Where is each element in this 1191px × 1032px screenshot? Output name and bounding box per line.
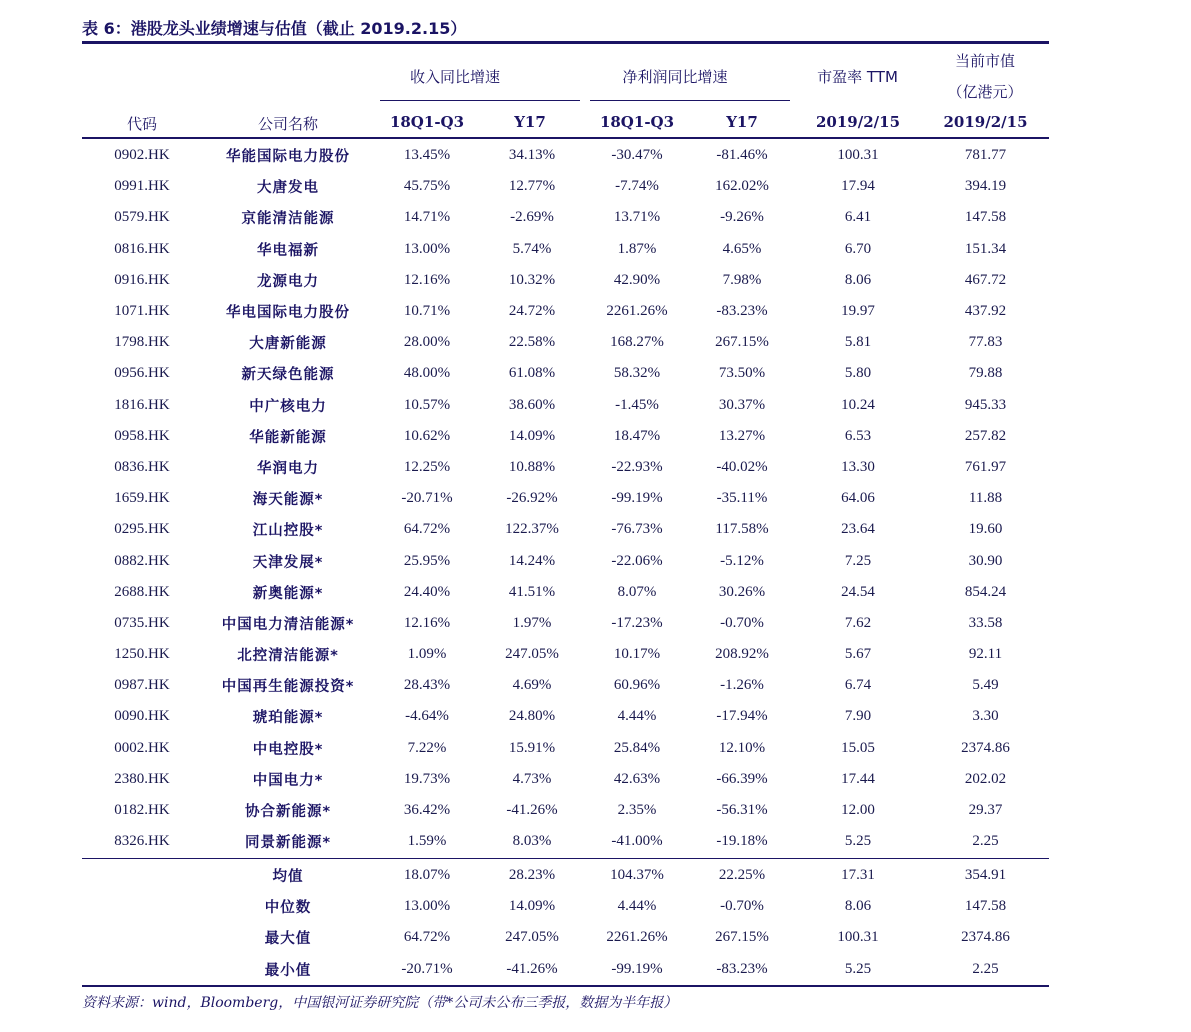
cell-revenue-q: 28.00%	[403, 334, 451, 351]
summary-table	[82, 860, 1049, 985]
cell-revenue-q: 45.75%	[403, 178, 451, 195]
cell-profit-y: 12.10%	[718, 739, 766, 756]
cell-profit-y: 162.02%	[715, 178, 769, 195]
cell-name: 华能新能源	[249, 429, 327, 446]
cell-pe: 12.00	[841, 802, 875, 819]
cell-profit-q: 10.17%	[613, 646, 661, 663]
header-name: 公司名称	[257, 115, 318, 133]
cell-name: 协合新能源*	[244, 804, 332, 821]
cell-revenue-y: -41.26%	[506, 960, 558, 977]
cell-name: 京能清洁能源	[241, 211, 335, 228]
cell-profit-y: -40.02%	[716, 458, 768, 475]
cell-pe: 17.31	[841, 867, 875, 884]
header-pe: 市盈率 TTM	[817, 68, 898, 86]
cell-revenue-y: 38.60%	[508, 396, 556, 413]
cell-mcap: 467.72	[964, 271, 1007, 288]
cell-code: 0182.HK	[114, 802, 170, 819]
cell-pe: 5.67	[844, 646, 872, 663]
cell-profit-q: -17.23%	[611, 614, 663, 631]
cell-name: 中位数	[264, 900, 312, 917]
cell-profit-q: 1.87%	[617, 240, 657, 257]
cell-profit-y: -35.11%	[716, 490, 768, 507]
header-revenue-underline	[380, 100, 580, 101]
cell-revenue-y: 41.51%	[508, 583, 556, 600]
cell-revenue-y: 1.97%	[512, 614, 552, 631]
cell-pe: 6.74	[844, 677, 872, 694]
header-rev-y: Y17	[514, 113, 546, 131]
cell-name: 中国电力清洁能源*	[221, 616, 355, 633]
cell-pe: 7.90	[844, 708, 872, 725]
cell-name: 华润电力	[257, 460, 319, 477]
cell-code: 0902.HK	[114, 147, 170, 164]
table-row	[82, 764, 1049, 795]
cell-pe: 6.70	[844, 240, 872, 257]
header-profit-underline	[590, 100, 790, 101]
header-profit-group: 净利润同比增速	[622, 68, 728, 86]
cell-profit-y: -9.26%	[720, 209, 764, 226]
cell-code: 0958.HK	[114, 427, 170, 444]
cell-name: 最大值	[264, 931, 312, 948]
cell-profit-q: -76.73%	[611, 521, 663, 538]
cell-profit-q: 104.37%	[610, 867, 664, 884]
table-row	[82, 795, 1049, 826]
cell-pe: 6.53	[844, 427, 872, 444]
cell-mcap: 92.11	[968, 646, 1003, 663]
table-row	[82, 202, 1049, 233]
cell-code: 0836.HK	[114, 458, 170, 475]
cell-mcap: 945.33	[964, 396, 1007, 413]
cell-name: 最小值	[264, 962, 312, 979]
cell-revenue-q: 10.62%	[403, 427, 451, 444]
cell-code: 1798.HK	[114, 334, 170, 351]
table-row	[82, 577, 1049, 608]
cell-revenue-y: 14.09%	[508, 898, 556, 915]
cell-revenue-q: 12.25%	[403, 458, 451, 475]
cell-profit-y: 30.37%	[718, 396, 766, 413]
cell-revenue-q: 25.95%	[403, 552, 451, 569]
summary-row	[82, 891, 1049, 922]
cell-profit-y: 30.26%	[718, 583, 766, 600]
cell-name: 琥珀能源*	[252, 710, 324, 727]
cell-code: 0735.HK	[114, 614, 170, 631]
cell-pe: 5.25	[844, 833, 872, 850]
cell-revenue-q: 10.71%	[403, 303, 451, 320]
header-revenue-group: 收入同比增速	[409, 68, 500, 86]
cell-profit-q: -41.00%	[611, 833, 663, 850]
cell-mcap: 202.02	[964, 770, 1007, 787]
cell-profit-y: -66.39%	[716, 770, 768, 787]
cell-revenue-y: 14.09%	[508, 427, 556, 444]
header-mcap-line1: 当前市值	[954, 52, 1015, 70]
cell-revenue-y: 22.58%	[508, 334, 556, 351]
cell-code	[82, 891, 202, 922]
cell-code	[82, 922, 202, 953]
cell-revenue-y: -41.26%	[506, 802, 558, 819]
cell-name: 中国再生能源投资*	[221, 679, 355, 696]
table-row	[82, 826, 1049, 857]
top-rule	[82, 41, 1049, 44]
cell-profit-y: -1.26%	[720, 677, 764, 694]
data-table	[82, 140, 1049, 857]
cell-mcap: 147.58	[964, 209, 1007, 226]
cell-revenue-q: 64.72%	[403, 929, 451, 946]
cell-revenue-y: 61.08%	[508, 365, 556, 382]
summary-row	[82, 860, 1049, 891]
cell-revenue-q: 48.00%	[403, 365, 451, 382]
cell-revenue-q: 28.43%	[403, 677, 451, 694]
cell-revenue-q: 1.59%	[407, 833, 447, 850]
cell-revenue-q: -20.71%	[401, 960, 453, 977]
cell-name: 大唐发电	[257, 180, 319, 197]
cell-mcap: 5.49	[972, 677, 999, 694]
cell-code	[82, 954, 202, 985]
cell-pe: 17.94	[841, 178, 875, 195]
cell-revenue-q: 1.09%	[407, 646, 447, 663]
cell-profit-q: 18.47%	[613, 427, 661, 444]
table-row	[82, 390, 1049, 421]
cell-mcap: 33.58	[968, 614, 1003, 631]
cell-pe: 17.44	[841, 770, 875, 787]
cell-mcap: 761.97	[964, 458, 1007, 475]
bottom-rule	[82, 985, 1049, 987]
table-row	[82, 327, 1049, 358]
cell-pe: 19.97	[841, 303, 875, 320]
cell-code: 2380.HK	[114, 770, 170, 787]
cell-revenue-y: -26.92%	[506, 490, 558, 507]
cell-pe: 8.06	[844, 898, 872, 915]
cell-profit-q: 4.44%	[617, 898, 657, 915]
cell-code: 0002.HK	[114, 739, 170, 756]
table-row	[82, 358, 1049, 389]
cell-name: 华电福新	[257, 242, 319, 259]
table-row	[82, 140, 1049, 171]
cell-mcap: 2374.86	[961, 739, 1010, 756]
cell-name: 华能国际电力股份	[226, 149, 350, 166]
cell-name: 大唐新能源	[249, 336, 327, 353]
cell-pe: 10.24	[841, 396, 875, 413]
cell-profit-y: -83.23%	[716, 303, 768, 320]
table-row	[82, 483, 1049, 514]
table-title: 表 6：港股龙头业绩增速与估值（截止 2019.2.15）	[82, 19, 467, 38]
cell-revenue-q: 10.57%	[403, 396, 451, 413]
cell-revenue-y: 28.23%	[508, 867, 556, 884]
cell-profit-y: -56.31%	[716, 802, 768, 819]
cell-revenue-y: -2.69%	[510, 209, 554, 226]
cell-revenue-q: 19.73%	[403, 770, 451, 787]
cell-profit-y: 22.25%	[718, 867, 766, 884]
source-note: 资料来源：wind，Bloomberg，中国银河证券研究院（带*公司未公布三季报，数据为半年报）	[82, 995, 678, 1011]
table-row	[82, 545, 1049, 576]
header-pe-date: 2019/2/15	[815, 113, 901, 131]
cell-name: 新天绿色能源	[241, 367, 335, 384]
cell-mcap: 257.82	[964, 427, 1007, 444]
cell-code: 0090.HK	[114, 708, 170, 725]
table-row	[82, 514, 1049, 545]
cell-profit-y: 4.65%	[722, 240, 762, 257]
cell-revenue-y: 24.80%	[508, 708, 556, 725]
cell-pe: 100.31	[837, 147, 879, 164]
cell-profit-y: -19.18%	[716, 833, 768, 850]
cell-name: 龙源电力	[257, 273, 319, 290]
cell-name: 中广核电力	[249, 398, 327, 415]
cell-name: 新奥能源*	[252, 585, 324, 602]
cell-profit-q: 4.44%	[617, 708, 657, 725]
cell-profit-q: 58.32%	[613, 365, 661, 382]
cell-mcap: 11.88	[968, 490, 1003, 507]
cell-revenue-y: 10.88%	[508, 458, 556, 475]
cell-revenue-q: 12.16%	[403, 614, 451, 631]
cell-name: 同景新能源*	[244, 835, 332, 852]
cell-mcap: 437.92	[964, 303, 1007, 320]
cell-code: 1816.HK	[114, 396, 170, 413]
table-row	[82, 234, 1049, 265]
cell-profit-q: -99.19%	[611, 490, 663, 507]
cell-revenue-y: 4.73%	[512, 770, 552, 787]
cell-name: 北控清洁能源*	[237, 648, 339, 665]
cell-profit-q: 168.27%	[610, 334, 664, 351]
cell-revenue-y: 24.72%	[508, 303, 556, 320]
cell-mcap: 2374.86	[961, 929, 1010, 946]
cell-mcap: 151.34	[964, 240, 1007, 257]
cell-code: 0956.HK	[114, 365, 170, 382]
cell-revenue-q: 7.22%	[407, 739, 447, 756]
cell-profit-y: -5.12%	[720, 552, 764, 569]
cell-profit-q: -99.19%	[611, 960, 663, 977]
header-code: 代码	[126, 115, 157, 133]
cell-code: 1659.HK	[114, 490, 170, 507]
cell-profit-q: 25.84%	[613, 739, 661, 756]
cell-code: 0916.HK	[114, 271, 170, 288]
cell-revenue-y: 247.05%	[505, 646, 559, 663]
table-row	[82, 733, 1049, 764]
cell-name: 华电国际电力股份	[226, 305, 350, 322]
cell-profit-y: -83.23%	[716, 960, 768, 977]
cell-pe: 23.64	[841, 521, 875, 538]
cell-mcap: 354.91	[964, 867, 1007, 884]
cell-revenue-q: -20.71%	[401, 490, 453, 507]
cell-profit-y: -0.70%	[720, 898, 764, 915]
cell-mcap: 29.37	[968, 802, 1003, 819]
cell-pe: 15.05	[841, 739, 875, 756]
cell-profit-q: -22.06%	[611, 552, 663, 569]
cell-profit-q: 60.96%	[613, 677, 661, 694]
cell-code: 0579.HK	[114, 209, 170, 226]
header-rev-q: 18Q1-Q3	[389, 113, 465, 131]
cell-revenue-y: 15.91%	[508, 739, 556, 756]
cell-pe: 24.54	[841, 583, 875, 600]
cell-pe: 7.62	[844, 614, 872, 631]
cell-mcap: 2.25	[972, 960, 999, 977]
cell-code: 0882.HK	[114, 552, 170, 569]
header-mcap-line2: （亿港元）	[947, 83, 1023, 101]
table-row	[82, 639, 1049, 670]
cell-revenue-q: 36.42%	[403, 802, 451, 819]
cell-profit-y: 13.27%	[718, 427, 766, 444]
cell-mcap: 19.60	[968, 521, 1003, 538]
cell-profit-y: 73.50%	[718, 365, 766, 382]
cell-pe: 100.31	[837, 929, 879, 946]
table-row	[82, 171, 1049, 202]
cell-revenue-q: 13.45%	[403, 147, 451, 164]
summary-rule	[82, 858, 1049, 859]
cell-profit-q: -7.74%	[615, 178, 659, 195]
cell-mcap: 79.88	[968, 365, 1003, 382]
cell-code: 0816.HK	[114, 240, 170, 257]
cell-name: 天津发展*	[252, 554, 324, 571]
header-mcap-date: 2019/2/15	[943, 113, 1028, 131]
cell-pe: 6.41	[844, 209, 872, 226]
cell-profit-y: -0.70%	[720, 614, 764, 631]
cell-profit-q: -1.45%	[615, 396, 659, 413]
table-row	[82, 608, 1049, 639]
cell-code: 0295.HK	[114, 521, 170, 538]
cell-code: 1250.HK	[114, 646, 170, 663]
cell-pe: 7.25	[844, 552, 872, 569]
table-row	[82, 265, 1049, 296]
cell-code	[82, 860, 202, 891]
cell-profit-y: -17.94%	[716, 708, 768, 725]
cell-profit-y: 267.15%	[715, 929, 769, 946]
cell-pe: 8.06	[844, 271, 872, 288]
cell-name: 中电控股*	[252, 741, 324, 758]
cell-mcap: 854.24	[964, 583, 1007, 600]
cell-revenue-q: 14.71%	[403, 209, 451, 226]
cell-revenue-y: 14.24%	[508, 552, 556, 569]
cell-pe: 64.06	[841, 490, 875, 507]
cell-profit-y: -81.46%	[716, 147, 768, 164]
header-np-y: Y17	[726, 113, 758, 131]
cell-profit-q: -30.47%	[611, 147, 663, 164]
cell-mcap: 30.90	[968, 552, 1003, 569]
cell-revenue-q: 13.00%	[403, 898, 451, 915]
table-row	[82, 452, 1049, 483]
cell-revenue-q: 18.07%	[403, 867, 451, 884]
cell-revenue-q: 64.72%	[403, 521, 451, 538]
cell-pe: 5.81	[844, 334, 872, 351]
cell-profit-y: 117.58%	[715, 521, 769, 538]
cell-revenue-q: 13.00%	[403, 240, 451, 257]
table-row	[82, 296, 1049, 327]
cell-code: 1071.HK	[114, 303, 170, 320]
cell-mcap: 394.19	[964, 178, 1007, 195]
cell-revenue-y: 10.32%	[508, 271, 556, 288]
cell-profit-q: 2.35%	[617, 802, 657, 819]
cell-name: 中国电力*	[252, 772, 324, 789]
cell-profit-q: 2261.26%	[606, 929, 668, 946]
cell-profit-q: 42.90%	[613, 271, 661, 288]
cell-pe: 13.30	[841, 458, 875, 475]
cell-revenue-q: 24.40%	[403, 583, 451, 600]
cell-code: 8326.HK	[114, 833, 170, 850]
cell-profit-y: 208.92%	[715, 646, 769, 663]
header-rule	[82, 137, 1049, 139]
cell-code: 2688.HK	[114, 583, 170, 600]
cell-mcap: 2.25	[972, 833, 999, 850]
cell-name: 均值	[272, 869, 304, 886]
cell-profit-y: 7.98%	[722, 271, 762, 288]
cell-revenue-q: -4.64%	[405, 708, 449, 725]
cell-revenue-y: 247.05%	[505, 929, 559, 946]
cell-revenue-y: 34.13%	[508, 147, 556, 164]
summary-row	[82, 922, 1049, 953]
cell-profit-y: 267.15%	[715, 334, 769, 351]
cell-revenue-y: 12.77%	[508, 178, 556, 195]
cell-name: 海天能源*	[252, 492, 324, 509]
cell-revenue-y: 5.74%	[512, 240, 552, 257]
cell-mcap: 147.58	[964, 898, 1007, 915]
cell-code: 0991.HK	[114, 178, 170, 195]
cell-mcap: 781.77	[964, 147, 1007, 164]
table-row	[82, 701, 1049, 732]
header-np-q: 18Q1-Q3	[599, 113, 675, 131]
cell-revenue-y: 8.03%	[512, 833, 552, 850]
table-row	[82, 670, 1049, 701]
cell-revenue-y: 122.37%	[505, 521, 559, 538]
cell-code: 0987.HK	[114, 677, 170, 694]
cell-pe: 5.80	[844, 365, 872, 382]
cell-profit-q: 2261.26%	[606, 303, 668, 320]
cell-mcap: 3.30	[972, 708, 999, 725]
cell-mcap: 77.83	[968, 334, 1003, 351]
table-row	[82, 421, 1049, 452]
cell-pe: 5.25	[844, 960, 872, 977]
cell-profit-q: 8.07%	[617, 583, 657, 600]
cell-name: 江山控股*	[252, 523, 324, 540]
cell-profit-q: -22.93%	[611, 458, 663, 475]
cell-revenue-q: 12.16%	[403, 271, 451, 288]
cell-profit-q: 42.63%	[613, 770, 661, 787]
cell-revenue-y: 4.69%	[512, 677, 552, 694]
cell-profit-q: 13.71%	[613, 209, 661, 226]
summary-row	[82, 954, 1049, 985]
